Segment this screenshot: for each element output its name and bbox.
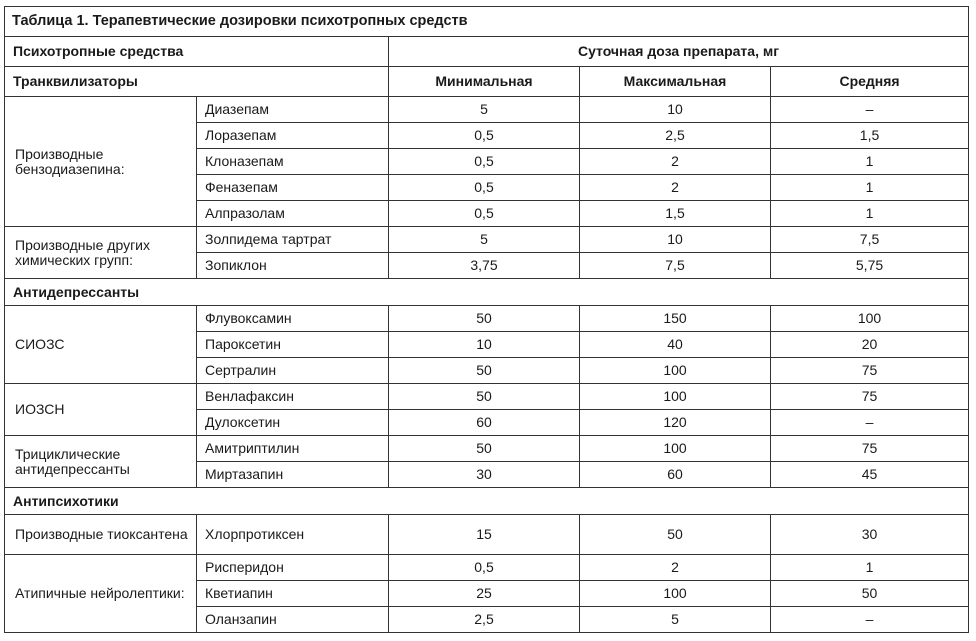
max-dose-cell: 10: [580, 227, 771, 253]
min-dose-cell: 5: [389, 97, 580, 123]
max-dose-cell: 100: [580, 384, 771, 410]
header-daily-dose: Суточная доза препарата, мг: [389, 37, 969, 67]
max-dose-cell: 120: [580, 410, 771, 436]
table-row: [5, 384, 969, 410]
avg-dose-cell: 75: [771, 358, 969, 384]
header-row: [5, 37, 969, 67]
min-dose-cell: 0,5: [389, 175, 580, 201]
min-dose-cell: 50: [389, 384, 580, 410]
drug-name-cell: Алпразолам: [197, 201, 389, 227]
min-dose-cell: 10: [389, 332, 580, 358]
drug-name-cell: Венлафаксин: [197, 384, 389, 410]
max-dose-cell: 60: [580, 462, 771, 488]
max-dose-cell: 10: [580, 97, 771, 123]
avg-dose-cell: 75: [771, 384, 969, 410]
group-name-cell: Производные бензодиазепина:: [5, 97, 197, 227]
min-dose-cell: 50: [389, 306, 580, 332]
max-dose-cell: 2: [580, 175, 771, 201]
max-dose-cell: 100: [580, 436, 771, 462]
section-row: [5, 279, 969, 306]
max-dose-cell: 100: [580, 581, 771, 607]
group-name-cell: Трициклические антидепрессанты: [5, 436, 197, 488]
min-dose-cell: 15: [389, 515, 580, 555]
min-dose-cell: 2,5: [389, 607, 580, 633]
max-dose-cell: 2,5: [580, 123, 771, 149]
drug-name-cell: Кветиапин: [197, 581, 389, 607]
group-name-cell: Производные тиоксантена: [5, 515, 197, 555]
max-dose-cell: 100: [580, 358, 771, 384]
table-row: [5, 97, 969, 123]
drug-name-cell: Зопиклон: [197, 253, 389, 279]
section-title: Антипсихотики: [5, 488, 969, 515]
min-dose-cell: 60: [389, 410, 580, 436]
header-min: Минимальная: [389, 67, 580, 97]
max-dose-cell: 1,5: [580, 201, 771, 227]
avg-dose-cell: 20: [771, 332, 969, 358]
table-row: [5, 515, 969, 555]
max-dose-cell: 2: [580, 149, 771, 175]
dosage-table-container: [4, 6, 968, 633]
avg-dose-cell: 1: [771, 555, 969, 581]
min-dose-cell: 0,5: [389, 555, 580, 581]
min-dose-cell: 50: [389, 358, 580, 384]
drug-name-cell: Диазепам: [197, 97, 389, 123]
drug-name-cell: Клоназепам: [197, 149, 389, 175]
avg-dose-cell: 100: [771, 306, 969, 332]
drug-name-cell: Золпидема тартрат: [197, 227, 389, 253]
avg-dose-cell: 1: [771, 175, 969, 201]
min-dose-cell: 25: [389, 581, 580, 607]
min-dose-cell: 3,75: [389, 253, 580, 279]
max-dose-cell: 7,5: [580, 253, 771, 279]
avg-dose-cell: 50: [771, 581, 969, 607]
avg-dose-cell: 1: [771, 201, 969, 227]
table-title: Таблица 1. Терапевтические дозировки психотропных средств: [5, 7, 969, 37]
min-dose-cell: 0,5: [389, 201, 580, 227]
group-name-cell: ИОЗСН: [5, 384, 197, 436]
avg-dose-cell: 5,75: [771, 253, 969, 279]
table-row: [5, 436, 969, 462]
min-dose-cell: 30: [389, 462, 580, 488]
drug-name-cell: Сертралин: [197, 358, 389, 384]
section-row: [5, 488, 969, 515]
dosage-table-body: [5, 7, 969, 633]
table-row: [5, 227, 969, 253]
section-row: [5, 67, 969, 97]
header-max: Максимальная: [580, 67, 771, 97]
min-dose-cell: 0,5: [389, 123, 580, 149]
avg-dose-cell: 7,5: [771, 227, 969, 253]
drug-name-cell: Хлорпротиксен: [197, 515, 389, 555]
avg-dose-cell: 30: [771, 515, 969, 555]
avg-dose-cell: 1: [771, 149, 969, 175]
section-title: Антидепрессанты: [5, 279, 969, 306]
min-dose-cell: 0,5: [389, 149, 580, 175]
drug-name-cell: Рисперидон: [197, 555, 389, 581]
min-dose-cell: 50: [389, 436, 580, 462]
avg-dose-cell: –: [771, 97, 969, 123]
drug-name-cell: Оланзапин: [197, 607, 389, 633]
avg-dose-cell: 75: [771, 436, 969, 462]
avg-dose-cell: –: [771, 410, 969, 436]
dosage-table: [4, 6, 969, 633]
avg-dose-cell: –: [771, 607, 969, 633]
drug-name-cell: Флувоксамин: [197, 306, 389, 332]
max-dose-cell: 150: [580, 306, 771, 332]
group-name-cell: Производные других химических групп:: [5, 227, 197, 279]
drug-name-cell: Феназепам: [197, 175, 389, 201]
drug-name-cell: Дулоксетин: [197, 410, 389, 436]
drug-name-cell: Миртазапин: [197, 462, 389, 488]
table-title-row: [5, 7, 969, 37]
section-title: Транквилизаторы: [5, 67, 389, 97]
max-dose-cell: 5: [580, 607, 771, 633]
table-row: [5, 555, 969, 581]
drug-name-cell: Лоразепам: [197, 123, 389, 149]
drug-name-cell: Пароксетин: [197, 332, 389, 358]
max-dose-cell: 50: [580, 515, 771, 555]
table-row: [5, 306, 969, 332]
group-name-cell: СИОЗС: [5, 306, 197, 384]
max-dose-cell: 2: [580, 555, 771, 581]
header-avg: Средняя: [771, 67, 969, 97]
avg-dose-cell: 1,5: [771, 123, 969, 149]
min-dose-cell: 5: [389, 227, 580, 253]
group-name-cell: Атипичные нейролептики:: [5, 555, 197, 633]
max-dose-cell: 40: [580, 332, 771, 358]
drug-name-cell: Амитриптилин: [197, 436, 389, 462]
avg-dose-cell: 45: [771, 462, 969, 488]
header-drugs: Психотропные средства: [5, 37, 389, 67]
